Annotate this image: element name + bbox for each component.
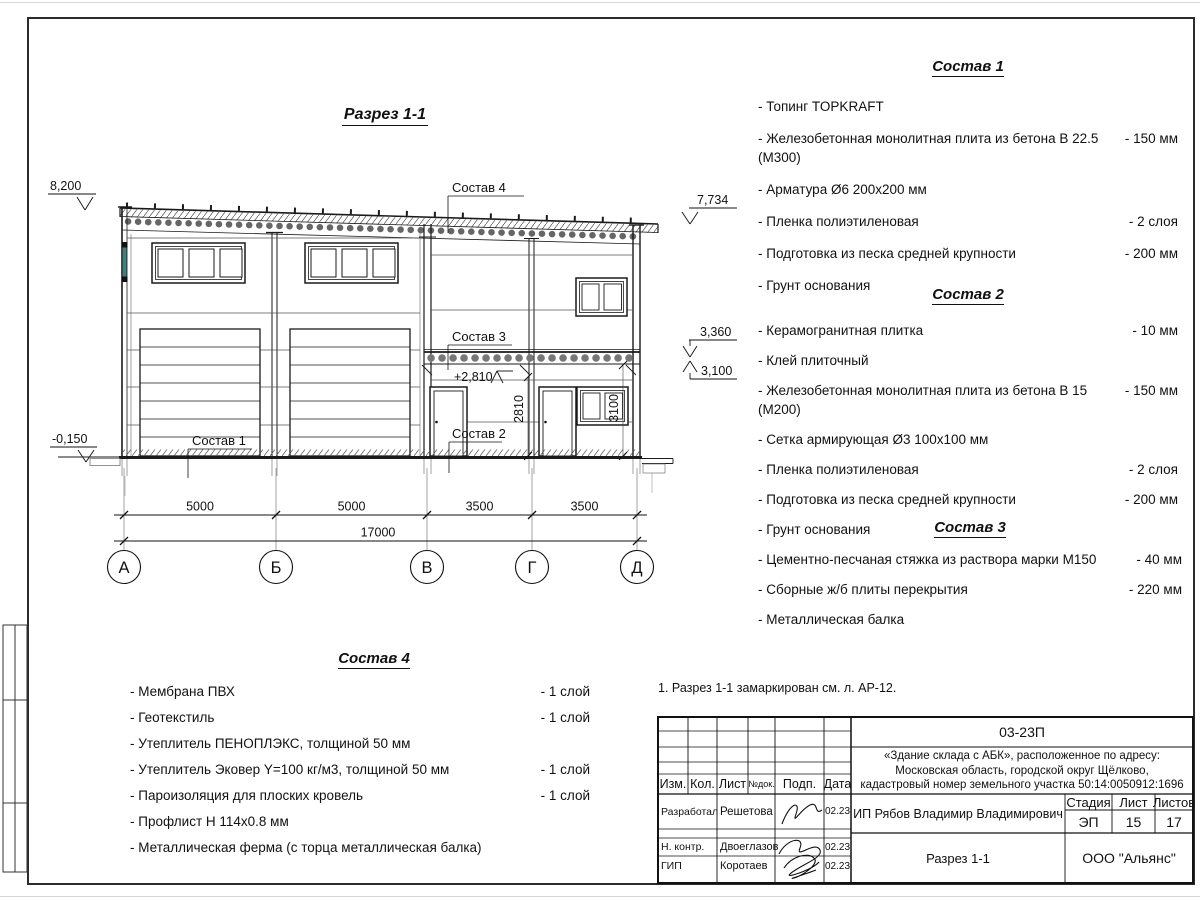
composition-4-title: Состав 4	[338, 650, 410, 667]
col-header-ndok: №док.	[748, 779, 775, 789]
list-item: - Керамогранитная плитка - 10 мм	[758, 323, 1178, 338]
floor-and-foundation	[58, 450, 673, 497]
list-item: - Грунт основания	[758, 522, 871, 537]
elev-3100: 3,100	[701, 364, 733, 378]
sheet-note: 1. Разрез 1-1 замаркирован см. л. АР-12.	[658, 681, 897, 695]
col-header-kol: Кол.	[690, 777, 715, 791]
list-item: - Арматура Ø6 200х200 мм	[758, 182, 927, 197]
sectioned-window-glass	[122, 247, 127, 277]
list-item: - Профлист Н 114х0.8 мм	[130, 814, 289, 829]
composition-3-title: Состав 3	[934, 519, 1006, 536]
list-item: - Топинг TOPKRAFT	[758, 99, 884, 114]
name-gip: Коротаев	[720, 860, 768, 872]
date-gip: 02.23	[824, 860, 851, 872]
dim-bay-3: 3500	[465, 499, 494, 514]
header-sheets: Листов	[1152, 794, 1196, 810]
organization-name: ООО "Альянс"	[1082, 850, 1176, 866]
signature-reshetova	[782, 804, 822, 824]
composition-4-list	[130, 650, 590, 864]
signatures	[779, 804, 822, 878]
elev-8200: 8,200	[50, 179, 82, 193]
list-item: - Клей плиточный	[758, 353, 869, 368]
name-developer: Решетова	[720, 805, 773, 818]
value-sheet-count: 17	[1166, 813, 1182, 830]
list-item: - Грунт основания	[758, 278, 871, 293]
value-stage: ЭП	[1078, 813, 1099, 830]
header-sheet: Лист	[1119, 794, 1148, 810]
callout-sostav-3: Состав 3	[452, 329, 506, 344]
warehouse-windows	[152, 243, 398, 283]
signature-dvoeglazov-korotaev	[779, 840, 820, 878]
role-gip: ГИП	[661, 860, 682, 872]
composition-2-list	[758, 286, 1178, 550]
list-item: - Сборные ж/б плиты перекрытия - 220 мм	[758, 582, 1182, 597]
drawing-title: Разрез 1-1	[330, 106, 440, 124]
dim-bay-2: 5000	[337, 499, 366, 514]
value-sheet-number: 15	[1125, 813, 1142, 830]
composition-2-title: Состав 2	[932, 286, 1004, 303]
project-code: 03-23П	[999, 724, 1045, 740]
elev-3360: 3,360	[700, 325, 732, 339]
elev-minus-0150: -0,150	[52, 432, 88, 446]
list-item: - Утеплитель Эковер Y=100 кг/м3, толщиной 50 мм - 1 слой	[130, 762, 590, 777]
client-name: ИП Рябов Владимир Владимирович	[853, 806, 1063, 821]
dim-height-3100: 3100	[607, 394, 621, 422]
axis-v: В	[421, 559, 433, 577]
list-item: - Пленка полиэтиленовая - 2 слоя	[758, 462, 1178, 477]
list-item: - Пленка полиэтиленовая - 2 слоя	[758, 214, 1178, 229]
axis-b: Б	[270, 559, 282, 577]
elev-7734: 7,734	[697, 193, 729, 207]
list-item: - Металлическая балка	[758, 612, 905, 627]
side-stamp	[3, 625, 27, 872]
project-description: «Здание склада с АБК», расположенное по адресу: Московская область, городской округ Щёлково, кадастровый номер земельного участка 50:14:0050912:1696	[860, 750, 1184, 791]
garage-doors	[140, 329, 410, 456]
composition-1-title: Состав 1	[932, 58, 1004, 75]
col-header-data: Дата	[823, 777, 852, 791]
list-item: - Геотекстиль - 1 слой	[130, 710, 590, 725]
list-item: - Подготовка из песка средней крупности - 200 мм	[758, 246, 1178, 261]
axis-d: Д	[631, 559, 643, 577]
list-item: - Сетка армирующая Ø3 100х100 мм	[758, 432, 989, 447]
list-item: - Пароизоляция для плоских кровель - 1 слой	[130, 788, 590, 803]
dim-height-2810: 2810	[512, 395, 526, 423]
role-ncontrol: Н. контр.	[661, 841, 705, 853]
list-item: - Железобетонная монолитная плита из бетона В 15 (М200) - 150 мм	[758, 383, 1178, 417]
header-stage: Стадия	[1066, 794, 1111, 810]
callout-sostav-2: Состав 2	[452, 426, 506, 441]
list-item: - Утеплитель ПЕНОПЛЭКС, толщиной 50 мм	[130, 736, 411, 751]
list-item: - Мембрана ПВХ - 1 слой	[130, 684, 590, 699]
name-ncontrol: Двоеглазов	[720, 841, 779, 853]
col-header-izm: Изм.	[659, 777, 687, 791]
col-header-list: Лист	[718, 777, 747, 791]
dim-bay-4: 3500	[570, 499, 599, 514]
list-item: - Цементно-песчаная стяжка из раствора марки М150 - 40 мм	[758, 552, 1182, 567]
sheet-title: Разрез 1-1	[926, 850, 990, 866]
dim-total: 17000	[360, 525, 396, 540]
axis-a: А	[118, 559, 130, 577]
list-item: - Подготовка из песка средней крупности - 200 мм	[758, 492, 1178, 507]
date-ncontrol: 02.23	[824, 841, 851, 853]
list-item: - Металлическая ферма (с торца металлическая балка)	[130, 840, 482, 855]
dim-bay-1: 5000	[186, 499, 214, 514]
axis-letters	[118, 559, 642, 577]
axis-bubbles	[108, 551, 654, 584]
composition-3-list	[758, 519, 1182, 640]
col-header-podp: Подп.	[782, 777, 817, 791]
date-developer: 02.23	[824, 806, 851, 817]
callout-sostav-4: Состав 4	[452, 180, 506, 195]
list-item: - Железобетонная монолитная плита из бетона В 22.5 (М300) - 150 мм	[758, 131, 1178, 165]
composition-1-list	[758, 58, 1178, 308]
elev-plus-2810: +2,810	[454, 370, 493, 384]
callout-sostav-1: Состав 1	[192, 433, 246, 448]
axis-g: Г	[527, 559, 537, 577]
role-developer: Разработал	[661, 805, 719, 818]
